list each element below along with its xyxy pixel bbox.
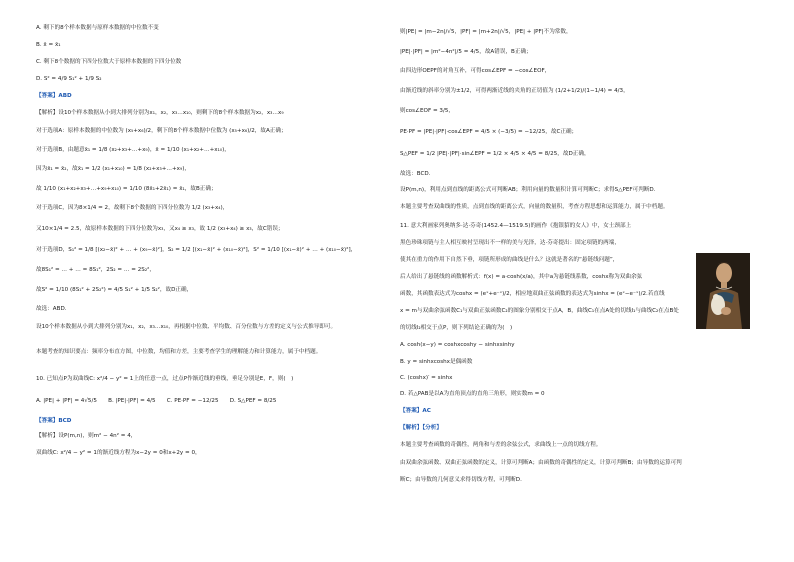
option-c: C. (coshx)′ = sinhx bbox=[400, 375, 453, 381]
solution-line: 对于选项D，S₁² = 1/8 [(x₂−x̄)² + … + (x₉−x̄)²]，S₂ = 1/2 [(x₁−x̄)² + (x₁₀−x̄)²]，S² = 1/10 [(x₁−x̄)² + … + (x₁₀−x̄)²]， bbox=[36, 247, 357, 253]
solution-line: 本题主要考查双曲线的性质，点到直线的距离公式，向量的数量积，考查方程思想和运算能力，属于中档题。 bbox=[400, 204, 669, 210]
solution-line: PE·PF = |PE|·|PF|·cos∠EPF = 4/5 × (−3/5) = −12/25，故C正确； bbox=[400, 129, 578, 135]
solution-line: 双曲线C: x²/4 − y² = 1的渐近线方程为x−2y = 0和x+2y = 0， bbox=[36, 450, 201, 456]
solution-line: 故S² = 1/10 (8S₁² + 2S₂²) = 4/5 S₁² + 1/5 S₂²，故D正确， bbox=[36, 287, 193, 293]
portrait-image bbox=[696, 253, 750, 329]
right-column bbox=[400, 0, 770, 562]
solution-line: 则|PE| = |m−2n|/√5，|PF| = |m+2n|/√5，|PE| + |PF|不为常数， bbox=[400, 29, 572, 35]
question-11-text: 黑色珍珠项链与主人相互映衬呈现出不一样的美与光泽，达·芬奇提出：固定项链的两端， bbox=[400, 240, 620, 246]
solution-line: 由渐近线的斜率分别为±1/2，可得两渐近线的夹角的正切值为 (1/2+1/2)/(1−1/4) = 4/3， bbox=[400, 88, 629, 94]
solution-line: 因为x̄₁ = x̄₂，故x̄₁ = 1/2 (x₁+x₁₀) = 1/8 (x₂+x₃+…+x₉)， bbox=[36, 166, 190, 172]
solution-line: 则cos∠EOF = 3/5， bbox=[400, 108, 455, 114]
solution-line: 又10×1/4 = 2.5，故原样本数据的下四分位数为x₃，又x₄ ≥ x₃，故 1/2 (x₃+x₄) ≥ x₃，故C错误； bbox=[36, 226, 284, 232]
solution-line: 故选：ABD. bbox=[36, 306, 67, 312]
question-11-text: 使其在重力的作用下自然下垂，项链所形成的曲线是什么？这就是著名的“悬链线问题”， bbox=[400, 257, 619, 263]
option-a: A. cosh(x−y) = coshxcoshy − sinhxsinhy bbox=[400, 342, 515, 348]
solution-note: 设10个样本数据从小到大排列分别为x₁，x₂，x₃…x₁₀，再根据中位数、平均数、百分位数与方差的定义与公式推导即可。 bbox=[36, 324, 337, 330]
option-d: D. 若△PAB是以A为直角顶点的直角三角形，则实数m = 0 bbox=[400, 391, 545, 397]
question-11-text: 函数，其函数表达式为coshx = (eˣ+e⁻ˣ)/2，相应地双曲正弦函数的表达式为sinhx = (eˣ−e⁻ˣ)/2.若直线 bbox=[400, 291, 665, 297]
question-11-text: x = m与双曲余弦函数C₁与双曲正弦函数C₂的图象分别相交于点A，B，曲线C₁在点A处的切线l₁与曲线C₂在点B处 bbox=[400, 308, 679, 314]
question-11-text: 的切线l₂相交于点P，则下列结论正确的为( ) bbox=[400, 325, 513, 331]
solution-line: S△PEF = 1/2 |PE|·|PF|·sin∠EPF = 1/2 × 4/5 × 4/5 = 8/25，故D正确， bbox=[400, 151, 590, 157]
solution-line: 故选：BCD. bbox=[400, 171, 431, 177]
option-a-stat: A. 剩下的8个样本数据与原样本数据的中位数不变 bbox=[36, 25, 159, 31]
answer-q9: 【答案】ABD bbox=[36, 93, 72, 99]
left-column bbox=[36, 0, 406, 562]
solution-line: 【解析】设10个样本数据从小到大排列分别为x₁，x₂，x₃…x₁₀，则剩下的8个样本数据为x₂，x₃…x₉ bbox=[36, 110, 284, 116]
analysis-label: 【解析】【分析】 bbox=[400, 425, 442, 431]
solution-line: 设P(m,n)，利用点到直线的距离公式可判断AB；利用向量的数量积计算可判断C；求得S△PEF可判断D. bbox=[400, 187, 656, 193]
solution-line: 由四边形OEPF的对角互补，可得cos∠EPF = −cos∠EOF， bbox=[400, 68, 551, 74]
solution-line: 故8S₁² = … + … = 8S₁²，2S₂ = … = 2S₂²， bbox=[36, 267, 155, 273]
analysis-line: 断C；由导数的几何意义求得切线方程，可判断D. bbox=[400, 477, 522, 483]
solution-line: |PE|·|PF| = |m²−4n²|/5 = 4/5，故A错误，B正确； bbox=[400, 49, 532, 55]
analysis-line: 本题主要考查函数的奇偶性，两角和与差的余弦公式，求曲线上一点的切线方程。 bbox=[400, 442, 602, 448]
question-10: 10. 已知点P为双曲线C: x²/4 − y² = 1上的任意一点，过点P作渐近线的垂线，垂足分别是E，F，则( ) bbox=[36, 376, 294, 382]
answer-q11: 【答案】AC bbox=[400, 408, 431, 414]
question-11-text: 后人给出了悬链线的函数解析式：f(x) = a·cosh(x/a)，其中a为悬链线系数，coshx称为双曲余弦 bbox=[400, 274, 643, 280]
option-b-stat: B. x̄ = x̄₁ bbox=[36, 42, 61, 48]
solution-line: 对于选项B，由题意x̄₁ = 1/8 (x₂+x₃+…+x₉)，x̄ = 1/10 (x₁+x₂+…+x₁₀)， bbox=[36, 147, 230, 153]
analysis-line: 由双曲余弦函数、双曲正弦函数的定义，计算可判断A；由函数的奇偶性的定义，计算可判断B；由导数的运算可判 bbox=[400, 460, 682, 466]
question-10-options: A. |PE| + |PF| = 4√5/5 B. |PE|·|PF| = 4/5 C. PE·PF = −12/25 D. S△PEF = 8/25 bbox=[36, 398, 277, 404]
question-11: 11. 意大利画家列奥纳多·达·芬奇(1452.4—1519.5)的画作《抱银貂的女人》中，女士颈部上 bbox=[400, 223, 632, 229]
option-c-stat: C. 剩下8个数据的下四分位数大于原样本数据的下四分位数 bbox=[36, 59, 182, 65]
solution-line: 【解析】设P(m,n)，则m² − 4n² = 4， bbox=[36, 433, 137, 439]
solution-line: 对于选项C，因为8×1/4 = 2，故剩下8个数据的下四分位数为 1/2 (x₃+x₄)， bbox=[36, 205, 229, 211]
solution-line: 对于选项A：原样本数据的中位数为 (x₅+x₆)/2，剩下的8个样本数据中位数为 (x₅+x₆)/2，故A正确； bbox=[36, 128, 287, 134]
solution-line: 故 1/10 (x₁+x₂+x₃+…+x₉+x₁₀) = 1/10 (8x̄₁+2x̄₁) = x̄₁，故B正确； bbox=[36, 186, 217, 192]
solution-summary: 本题考查的知识要点：频率分布直方图，中位数，均值和方差，主要考查学生的理解能力和计算能力，属于中档题。 bbox=[36, 349, 322, 355]
option-b: B. y = sinhxcoshx是偶函数 bbox=[400, 359, 473, 365]
lady-with-ermine-painting bbox=[696, 253, 750, 329]
option-d-stat: D. S² = 4/9 S₁² + 1/9 S₂ bbox=[36, 76, 102, 82]
answer-q10: 【答案】BCD bbox=[36, 418, 72, 424]
